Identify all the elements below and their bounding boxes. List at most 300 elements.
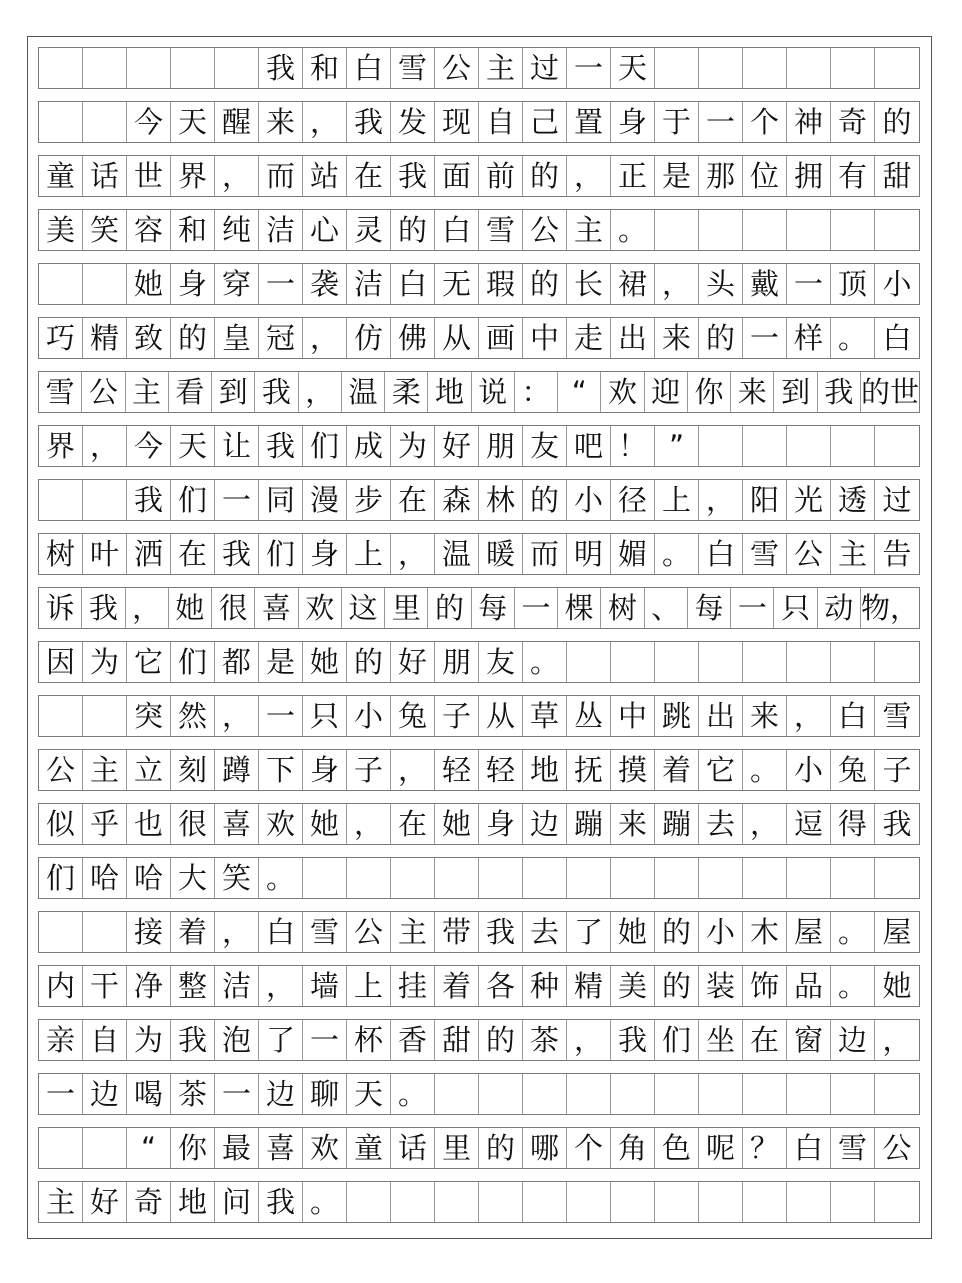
grid-cell: 棵 [558, 588, 601, 628]
grid-cell: 兔 [391, 696, 435, 736]
grid-cell: 她 [303, 642, 347, 682]
grid-cell: 面 [435, 156, 479, 196]
grid-cell: 兔 [831, 750, 875, 790]
grid-cell: ， [83, 426, 127, 466]
grid-cell: 泡 [215, 1020, 259, 1060]
grid-cell [875, 1182, 919, 1222]
grid-cell: 。 [831, 966, 875, 1006]
grid-cell: 过 [882, 482, 912, 517]
grid-cell: 明 [567, 534, 611, 574]
grid-cell: 去 [523, 912, 567, 952]
grid-cell: 出 [611, 318, 655, 358]
grid-cell [787, 642, 831, 682]
grid-cell: 一 [259, 264, 303, 304]
grid-cell [743, 426, 787, 466]
grid-cell: 茶 [523, 1020, 567, 1060]
grid-cell: ， [299, 372, 342, 412]
grid-cell: 地 [523, 750, 567, 790]
grid-cell [83, 102, 127, 142]
grid-cell: 天 [171, 102, 215, 142]
grid-cell [83, 1128, 127, 1168]
grid-cell: 乎 [83, 804, 127, 844]
grid-cell: 我 [479, 912, 523, 952]
grid-cell [479, 1074, 523, 1114]
grid-cell [347, 858, 391, 898]
grid-cell: 一 [731, 588, 774, 628]
grid-cell [567, 858, 611, 898]
grid-cell: 精 [83, 318, 127, 358]
grid-cell: 得 [831, 804, 875, 844]
grid-cell: ， [567, 1020, 611, 1060]
essay-line [38, 641, 920, 683]
grid-cell: 于 [655, 102, 699, 142]
grid-cell: 温 [342, 372, 385, 412]
grid-cell: 问 [215, 1182, 259, 1222]
grid-cell [875, 1074, 919, 1114]
grid-cell: 她 [435, 804, 479, 844]
essay-line [38, 1181, 920, 1223]
grid-cell: 洁 [215, 966, 259, 1006]
grid-cell [743, 1074, 787, 1114]
grid-cell: 自 [479, 102, 523, 142]
grid-cell: 暖 [479, 534, 523, 574]
grid-cell: 白 [391, 264, 435, 304]
grid-cell: 们 [259, 534, 303, 574]
grid-cell: 白 [259, 912, 303, 952]
grid-cell: 同 [259, 480, 303, 520]
grid-cell: 来 [655, 318, 699, 358]
grid-cell: 都 [215, 642, 259, 682]
grid-cell [655, 48, 699, 88]
grid-cell: 一 [567, 48, 611, 88]
grid-cell [699, 210, 743, 250]
grid-cell: 喝 [127, 1074, 171, 1114]
grid-cell [655, 210, 699, 250]
grid-cell: 身 [479, 804, 523, 844]
essay-line [38, 857, 920, 899]
essay-line [38, 1073, 920, 1115]
grid-cell [831, 48, 875, 88]
grid-cell: 们 [171, 480, 215, 520]
grid-cell: 你 [171, 1128, 215, 1168]
grid-cell: 一 [743, 318, 787, 358]
grid-cell: 她 [611, 912, 655, 952]
grid-cell: 它 [127, 642, 171, 682]
grid-cell: 主 [83, 750, 127, 790]
grid-cell: 大 [171, 858, 215, 898]
grid-cell: 我 [215, 534, 259, 574]
grid-cell: 一 [215, 1074, 259, 1114]
essay-line [38, 101, 920, 143]
grid-cell: 。 [259, 858, 303, 898]
grid-cell: 最 [215, 1128, 259, 1168]
grid-cell [567, 642, 611, 682]
grid-cell: 的 [523, 480, 567, 520]
essay-line [38, 263, 920, 305]
grid-cell [743, 642, 787, 682]
grid-cell [215, 48, 259, 88]
grid-cell: 公 [347, 912, 391, 952]
grid-cell [523, 858, 567, 898]
grid-cell: 奇 [127, 1182, 171, 1222]
grid-cell: 洁 [347, 264, 391, 304]
grid-cell: 身 [171, 264, 215, 304]
grid-cell [875, 858, 919, 898]
grid-cell [127, 48, 171, 88]
essay-title [38, 47, 920, 89]
grid-cell: 位 [743, 156, 787, 196]
grid-cell: 哈 [83, 858, 127, 898]
grid-cell [39, 912, 83, 952]
grid-cell [391, 858, 435, 898]
grid-cell: 童 [347, 1128, 391, 1168]
grid-cell: 神 [787, 102, 831, 142]
grid-cell [699, 426, 743, 466]
grid-cell: 天 [611, 48, 655, 88]
grid-cell: 这 [342, 588, 385, 628]
grid-cell: 出 [699, 696, 743, 736]
grid-cell: 品 [787, 966, 831, 1006]
essay-line [38, 479, 920, 521]
grid-cell: 上 [347, 966, 391, 1006]
grid-cell: 现 [435, 102, 479, 142]
grid-cell: 丛 [567, 696, 611, 736]
grid-cell: 角 [611, 1128, 655, 1168]
grid-cell: 迎 [645, 372, 688, 412]
grid-cell: 身 [611, 102, 655, 142]
grid-cell: 主 [391, 912, 435, 952]
grid-cell [875, 48, 919, 88]
grid-cell: 在 [391, 480, 435, 520]
grid-cell: 在 [391, 804, 435, 844]
grid-cell: 一 [259, 696, 303, 736]
grid-cell [699, 48, 743, 88]
grid-cell: 哪 [523, 1128, 567, 1168]
grid-cell: 们 [171, 642, 215, 682]
grid-cell: 前 [479, 156, 523, 196]
grid-cell: 边 [83, 1074, 127, 1114]
grid-cell: 的 [523, 156, 567, 196]
grid-cell: 画 [479, 318, 523, 358]
grid-cell: 跳 [655, 696, 699, 736]
grid-cell: 柔 [385, 372, 428, 412]
grid-cell: 们 [303, 426, 347, 466]
grid-cell: 笑 [215, 858, 259, 898]
grid-cell: 话 [391, 1128, 435, 1168]
grid-cell: ， [259, 966, 303, 1006]
grid-cell: 轻 [435, 750, 479, 790]
grid-cell [831, 1074, 875, 1114]
grid-cell [831, 1182, 875, 1222]
grid-cell: 从 [479, 696, 523, 736]
grid-cell: 冠 [259, 318, 303, 358]
grid-cell: 。 [523, 642, 567, 682]
grid-cell: 一 [303, 1020, 347, 1060]
grid-cell: 朋 [435, 642, 479, 682]
essay-line [38, 1127, 920, 1169]
grid-cell: 美 [611, 966, 655, 1006]
grid-cell: 了 [567, 912, 611, 952]
grid-cell: ， [699, 480, 743, 520]
grid-cell: 子 [347, 750, 391, 790]
grid-cell: 屋 [882, 914, 912, 949]
essay-line [38, 1019, 920, 1061]
grid-cell [567, 1182, 611, 1222]
grid-cell: 好 [83, 1182, 127, 1222]
grid-cell: 有 [831, 156, 875, 196]
essay-line [38, 695, 920, 737]
grid-cell: 漫 [303, 480, 347, 520]
grid-cell: 每 [688, 588, 731, 628]
grid-cell: 灵 [347, 210, 391, 250]
grid-cell: 蹦 [655, 804, 699, 844]
grid-cell: 小 [787, 750, 831, 790]
grid-cell: 蹦 [567, 804, 611, 844]
grid-cell: 着 [655, 750, 699, 790]
grid-cell [787, 426, 831, 466]
grid-cell [435, 1074, 479, 1114]
grid-cell: 白 [347, 48, 391, 88]
grid-cell: 小 [699, 912, 743, 952]
grid-cell: 公 [435, 48, 479, 88]
grid-cell: 温 [435, 534, 479, 574]
grid-cell: 个 [567, 1128, 611, 1168]
grid-cell [655, 1182, 699, 1222]
grid-cell [39, 696, 83, 736]
grid-cell: 喜 [215, 804, 259, 844]
grid-cell: 雪 [743, 534, 787, 574]
grid-cell: 欢 [299, 588, 342, 628]
grid-cell: 装 [699, 966, 743, 1006]
grid-cell [391, 1182, 435, 1222]
grid-cell: 很 [212, 588, 255, 628]
grid-cell: 甜 [882, 158, 912, 193]
essay-line [38, 587, 920, 629]
grid-cell [611, 1074, 655, 1114]
grid-cell: 是 [259, 642, 303, 682]
grid-cell [435, 858, 479, 898]
grid-cell: 我 [259, 1182, 303, 1222]
grid-cell [787, 210, 831, 250]
grid-cell: 。 [391, 1074, 435, 1114]
grid-cell: 的 [391, 210, 435, 250]
grid-cell: 天 [171, 426, 215, 466]
grid-cell: 主 [831, 534, 875, 574]
grid-cell: 也 [127, 804, 171, 844]
grid-cell: 媚 [611, 534, 655, 574]
grid-cell: 摸 [611, 750, 655, 790]
grid-cell [787, 858, 831, 898]
grid-cell: 界 [171, 156, 215, 196]
grid-cell: 走 [567, 318, 611, 358]
grid-cell: 杯 [347, 1020, 391, 1060]
grid-cell: ， [303, 318, 347, 358]
grid-cell: 友 [479, 642, 523, 682]
grid-cell: 主 [39, 1182, 83, 1222]
grid-cell [567, 1074, 611, 1114]
grid-cell: 公 [787, 534, 831, 574]
grid-cell: 个 [743, 102, 787, 142]
grid-cell: 树 [39, 534, 83, 574]
essay-line [38, 965, 920, 1007]
grid-cell: 小 [882, 266, 912, 301]
grid-cell: 拥 [787, 156, 831, 196]
grid-cell: 公 [882, 1130, 912, 1165]
essay-line [38, 209, 920, 251]
grid-cell [699, 642, 743, 682]
grid-cell [347, 1182, 391, 1222]
grid-cell: 天 [347, 1074, 391, 1114]
grid-cell: ， [391, 750, 435, 790]
grid-cell [611, 642, 655, 682]
grid-cell: 心 [303, 210, 347, 250]
grid-cell: 是 [655, 156, 699, 196]
grid-cell [831, 210, 875, 250]
grid-cell [611, 1182, 655, 1222]
grid-cell: 巧 [39, 318, 83, 358]
grid-cell: 白 [831, 696, 875, 736]
grid-cell: 从 [435, 318, 479, 358]
grid-cell: 正 [611, 156, 655, 196]
grid-cell: 主 [126, 372, 169, 412]
grid-cell: 的 [428, 588, 471, 628]
grid-cell: 喜 [259, 1128, 303, 1168]
grid-cell: 头 [699, 264, 743, 304]
grid-cell [699, 1074, 743, 1114]
grid-cell: 身 [303, 750, 347, 790]
grid-cell: 似 [39, 804, 83, 844]
grid-cell [875, 642, 919, 682]
essay-line [38, 371, 920, 413]
grid-cell: 到 [774, 372, 817, 412]
grid-cell: 你 [688, 372, 731, 412]
grid-cell [39, 480, 83, 520]
grid-cell: 朋 [479, 426, 523, 466]
grid-cell: 。 [831, 912, 875, 952]
grid-cell: 里 [435, 1128, 479, 1168]
grid-cell: 一 [39, 1074, 83, 1114]
grid-cell: 欢 [259, 804, 303, 844]
grid-cell: 树 [601, 588, 644, 628]
grid-cell: 边 [523, 804, 567, 844]
grid-cell: 森 [435, 480, 479, 520]
grid-cell: 下 [259, 750, 303, 790]
grid-cell: 雪 [391, 48, 435, 88]
grid-cell: 。 [303, 1182, 347, 1222]
grid-cell: 我 [171, 1020, 215, 1060]
grid-cell: 的 [699, 318, 743, 358]
grid-cell: 她 [127, 264, 171, 304]
grid-cell [743, 48, 787, 88]
grid-cell: 各 [479, 966, 523, 1006]
grid-cell: 界 [39, 426, 83, 466]
grid-cell: 让 [215, 426, 259, 466]
grid-cell: 净 [127, 966, 171, 1006]
grid-cell: 雪 [39, 372, 82, 412]
grid-cell: 公 [82, 372, 125, 412]
grid-cell: 纯 [215, 210, 259, 250]
grid-cell: 我 [259, 426, 303, 466]
grid-cell: 带 [435, 912, 479, 952]
grid-cell: 的世 [860, 374, 919, 409]
grid-cell: 。 [611, 210, 655, 250]
grid-cell: 叶 [83, 534, 127, 574]
grid-cell: 地 [428, 372, 471, 412]
grid-cell: 我 [611, 1020, 655, 1060]
grid-cell: 雪 [831, 1128, 875, 1168]
grid-cell: 我 [127, 480, 171, 520]
grid-cell: 公 [39, 750, 83, 790]
grid-cell: 中 [611, 696, 655, 736]
essay-line [38, 911, 920, 953]
grid-cell: 一 [515, 588, 558, 628]
grid-cell: 洁 [259, 210, 303, 250]
grid-cell [611, 858, 655, 898]
grid-cell: 话 [83, 156, 127, 196]
grid-cell: 今 [127, 426, 171, 466]
grid-cell: 那 [699, 156, 743, 196]
grid-cell: 主 [567, 210, 611, 250]
grid-cell: 我 [818, 372, 861, 412]
grid-cell: 它 [699, 750, 743, 790]
grid-cell: 和 [303, 48, 347, 88]
essay-line [38, 533, 920, 575]
grid-cell: 的 [479, 1128, 523, 1168]
grid-cell: 种 [523, 966, 567, 1006]
grid-cell: 蹲 [215, 750, 259, 790]
grid-cell: 她 [882, 968, 912, 1003]
grid-cell: 边 [831, 1020, 875, 1060]
grid-cell [303, 858, 347, 898]
grid-cell: 突 [127, 696, 171, 736]
grid-cell: 为 [391, 426, 435, 466]
essay-line [38, 749, 920, 791]
grid-cell: 自 [83, 1020, 127, 1060]
grid-cell: 接 [127, 912, 171, 952]
grid-cell: 子 [435, 696, 479, 736]
grid-cell: 很 [171, 804, 215, 844]
grid-cell: 好 [391, 642, 435, 682]
grid-cell: 童 [39, 156, 83, 196]
grid-cell [831, 642, 875, 682]
grid-cell [523, 1074, 567, 1114]
grid-cell: 只 [303, 696, 347, 736]
grid-cell [171, 48, 215, 88]
grid-cell: 我 [347, 102, 391, 142]
grid-cell: ， [787, 696, 831, 736]
grid-cell: ， [126, 588, 169, 628]
grid-cell [39, 102, 83, 142]
grid-cell [655, 1074, 699, 1114]
grid-cell: 内 [39, 966, 83, 1006]
grid-cell: 的 [882, 104, 912, 139]
grid-cell [83, 48, 127, 88]
essay-line [38, 155, 920, 197]
grid-cell: 一 [699, 102, 743, 142]
grid-cell: 皇 [215, 318, 259, 358]
grid-cell: 无 [435, 264, 479, 304]
grid-cell: 的 [479, 1020, 523, 1060]
grid-cell [831, 858, 875, 898]
grid-cell: 的 [523, 264, 567, 304]
grid-cell: 告 [882, 536, 912, 571]
grid-cell: 轻 [479, 750, 523, 790]
grid-cell: 站 [303, 156, 347, 196]
grid-cell: 和 [171, 210, 215, 250]
grid-cell: 。 [831, 318, 875, 358]
grid-cell [39, 48, 83, 88]
grid-cell: 坐 [699, 1020, 743, 1060]
